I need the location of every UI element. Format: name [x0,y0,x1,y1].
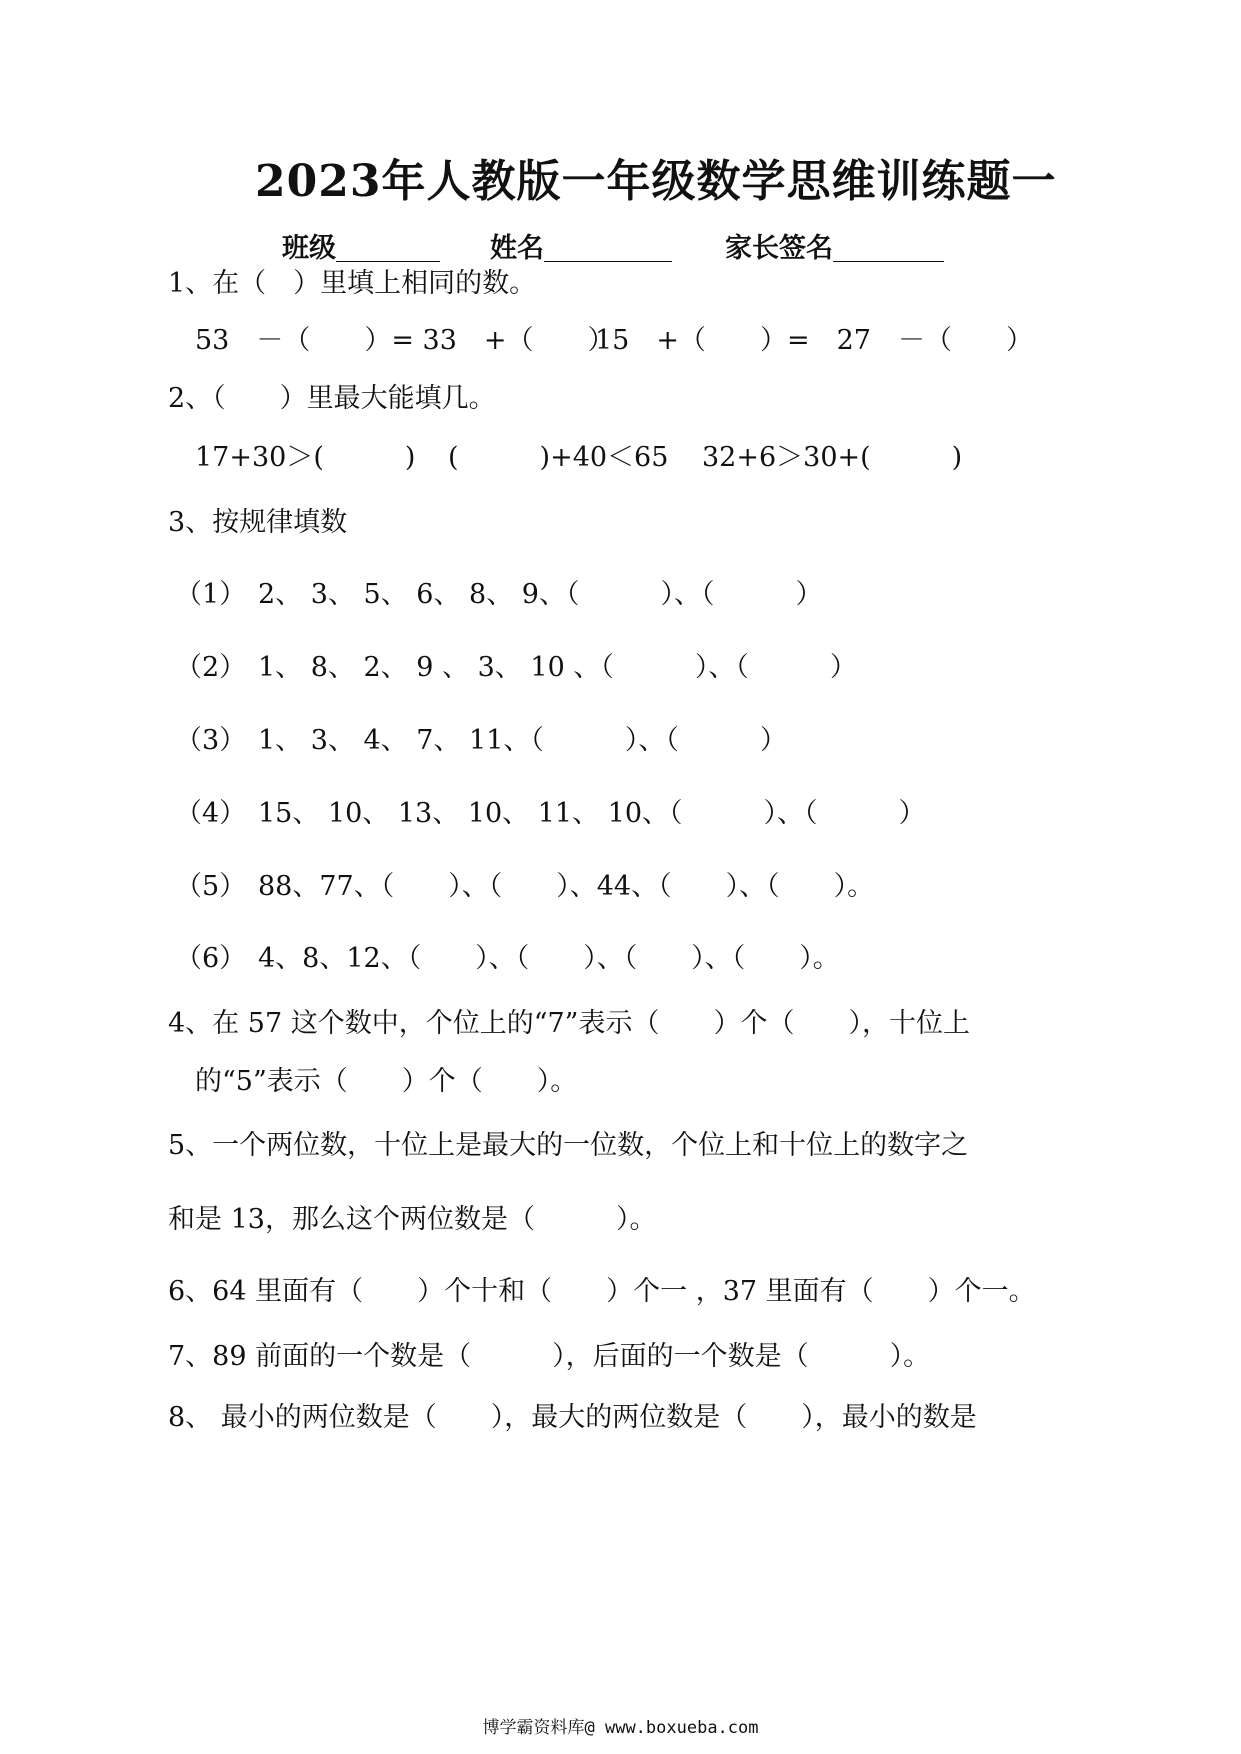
q5-line-1: 5、一个两位数，十位上是最大的一位数，个位上和十位上的数字之 [168,1130,969,1161]
name-blank[interactable] [544,235,672,262]
q3-item-number: （1） [175,579,247,610]
q3-item-sequence: 15、 10、 13、 10、 11、 10、（ ）、（ ） [258,798,926,829]
q1-stem: 1、在（ ）里填上相同的数。 [168,268,537,299]
name-field [490,235,672,262]
q3-item-sequence: 1、 8、 2、 9 、 3、 10 、（ ）、（ ） [258,652,857,683]
q3-item-number: （6） [175,943,247,974]
q4-line-2: 的“5”表示（ ）个（ ）。 [195,1066,578,1097]
q2-expression-a: 17+30＞( ) [195,442,416,473]
q3-item-number: （5） [175,871,247,902]
q3-item-sequence: 1、 3、 4、 7、 11、（ ）、（ ） [258,725,787,756]
q1-expression-b: 15 +（ ）= 27 －（ ） [595,325,1033,356]
class-blank[interactable] [336,235,440,262]
name-label: 姓名 [490,233,544,264]
q2-stem: 2、（ ）里最大能填几。 [168,383,496,414]
footer-watermark: 博学霸资料库@ www.boxueba.com [482,1718,759,1738]
q3-item-number: （3） [175,725,247,756]
q4-line-1: 4、在 57 这个数中，个位上的“7”表示（ ）个（ ），十位上 [168,1008,970,1039]
q3-item-number: （4） [175,798,247,829]
q8-text: 8、 最小的两位数是（ ），最大的两位数是（ ），最小的数是 [168,1402,977,1433]
q3-item-sequence: 88、77、（ ）、（ ）、44、（ ）、（ ）。 [258,871,875,902]
q3-item-sequence: 2、 3、 5、 6、 8、 9、（ ）、（ ） [258,579,823,610]
q7-text: 7、89 前面的一个数是（ ），后面的一个数是（ ）。 [168,1341,931,1372]
q3-stem: 3、按规律填数 [168,507,348,538]
q1-expression-a: 53 －（ ）= 33 +（ ） [195,325,615,356]
q2-expression-c: 32+6＞30+( ) [702,442,963,473]
q2-expression-b: ( )+40＜65 [448,442,669,473]
q3-item-number: （2） [175,652,247,683]
class-label: 班级 [282,233,336,264]
page-title: 2023年人教版一年级数学思维训练题一 [255,156,1057,207]
parent-signature-field [725,235,944,262]
parent-signature-label: 家长签名 [725,233,833,264]
q5-line-2: 和是 13，那么这个两位数是（ ）。 [168,1204,657,1235]
q3-item-sequence: 4、8、12、（ ）、（ ）、（ ）、（ ）。 [258,943,840,974]
parent-signature-blank[interactable] [833,235,944,262]
class-field [282,235,440,262]
q6-text: 6、64 里面有（ ）个十和（ ）个一 ，37 里面有（ ）个一。 [168,1276,1036,1307]
